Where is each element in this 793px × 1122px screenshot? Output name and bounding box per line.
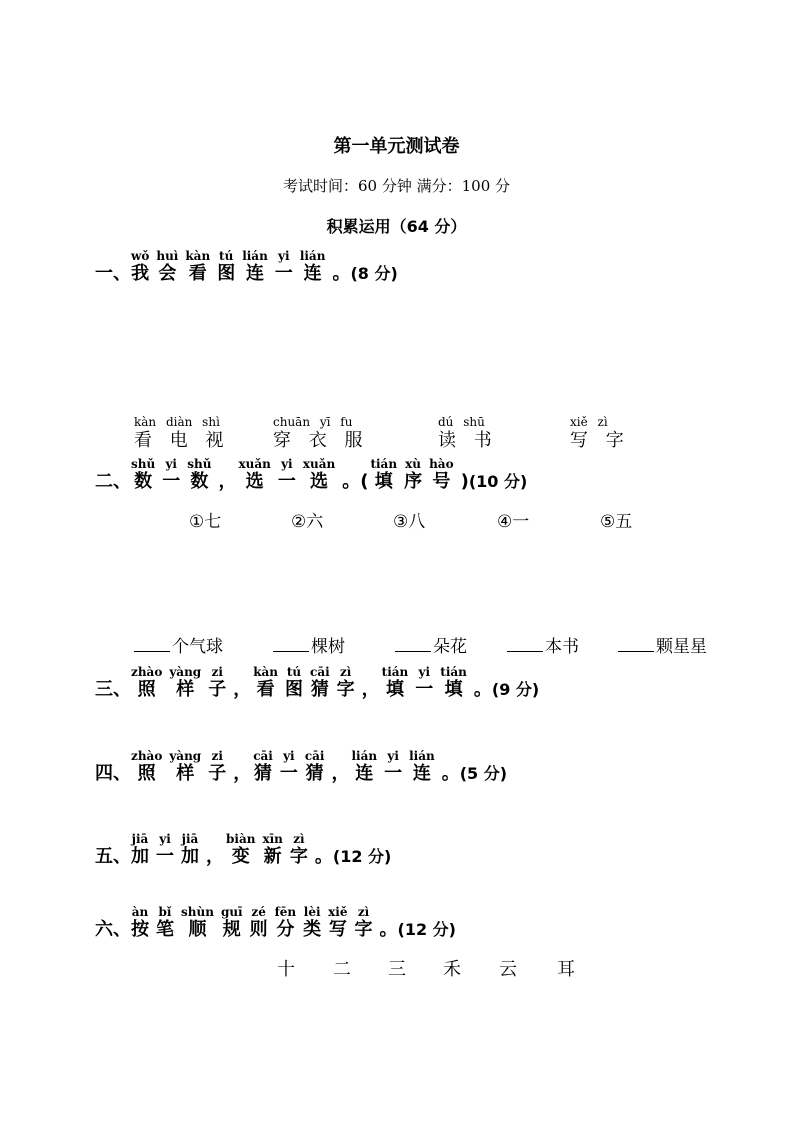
ruby-char xyxy=(218,458,236,493)
stroke-characters xyxy=(0,955,793,981)
hanzi: 填 xyxy=(374,471,393,492)
stroke-char: 十 xyxy=(277,959,295,980)
pinyin: xù xyxy=(405,457,421,471)
hanzi: 按 xyxy=(131,919,149,940)
pinyin: cāi xyxy=(310,665,330,679)
hanzi: 图 xyxy=(285,679,304,700)
hanzi: 数 xyxy=(134,471,153,492)
picture-word xyxy=(273,415,368,453)
ruby-char xyxy=(221,906,243,941)
ruby-char xyxy=(181,906,214,941)
pinyin: zhào xyxy=(131,749,163,763)
pinyin: lèi xyxy=(303,905,321,919)
ruby-char xyxy=(131,250,149,285)
score-label: (9 分) xyxy=(491,680,540,699)
ruby-char xyxy=(242,250,268,285)
punctuation: 。 xyxy=(332,263,351,284)
ruby-char xyxy=(278,458,296,493)
question-2-heading xyxy=(95,458,527,493)
pinyin: yi xyxy=(387,749,399,763)
pinyin xyxy=(369,666,373,679)
fill-blank-item xyxy=(273,632,345,657)
ruby-char xyxy=(156,250,178,285)
word-pinyin: dú shū xyxy=(438,415,485,429)
hanzi: 字 xyxy=(336,679,355,700)
pinyin: jiā xyxy=(131,832,149,846)
number-option: ②六 xyxy=(291,512,324,532)
pinyin: kàn xyxy=(253,665,279,679)
pinyin: bǐ xyxy=(158,905,172,919)
ruby-char xyxy=(131,458,155,493)
stroke-char: 云 xyxy=(499,959,517,980)
stroke-char: 禾 xyxy=(443,959,461,980)
hanzi: 子 xyxy=(208,679,227,700)
ruby-char xyxy=(253,750,273,785)
measure-word: 朵花 xyxy=(433,637,467,657)
fill-blank-item xyxy=(507,632,579,657)
pinyin: xuǎn xyxy=(302,457,336,471)
ruby-char xyxy=(181,833,199,868)
blank-line xyxy=(395,637,431,652)
stroke-char: 耳 xyxy=(557,959,575,980)
hanzi: 猜 xyxy=(305,763,324,784)
pinyin: lián xyxy=(409,749,435,763)
hanzi: 连 xyxy=(355,763,374,784)
hanzi: 分 xyxy=(276,919,295,940)
ruby-char xyxy=(156,906,174,941)
number-option: ④一 xyxy=(497,512,530,532)
hanzi: 字 xyxy=(354,919,373,940)
word-hanzi: 穿 衣 服 xyxy=(273,430,369,451)
page-title: 第一单元测试卷 xyxy=(333,136,460,157)
pinyin: yi xyxy=(278,249,290,263)
hanzi: 会 xyxy=(158,263,177,284)
pinyin: hào xyxy=(429,457,454,471)
measure-word: 颗星星 xyxy=(656,637,707,657)
hanzi: 照 xyxy=(137,679,156,700)
ruby-char xyxy=(337,666,355,701)
hanzi: 一 xyxy=(277,471,296,492)
pinyin xyxy=(213,833,217,846)
fill-blanks xyxy=(0,632,793,656)
fill-blank-item xyxy=(618,632,707,657)
ruby-char xyxy=(305,750,325,785)
hanzi: 看 xyxy=(188,263,207,284)
hanzi: ， xyxy=(233,679,252,700)
ruby-char xyxy=(275,250,293,285)
ruby-char xyxy=(275,906,297,941)
ruby-char xyxy=(131,906,149,941)
ruby-char xyxy=(226,833,255,868)
hanzi: 写 xyxy=(328,919,347,940)
measure-word: 棵树 xyxy=(311,637,345,657)
pinyin: lián xyxy=(299,249,326,263)
ruby-char xyxy=(253,666,278,701)
hanzi: 笔 xyxy=(156,919,174,940)
pinyin: cāi xyxy=(253,749,273,763)
ruby-char xyxy=(382,666,409,701)
pinyin: zì xyxy=(339,665,352,679)
pinyin: yi xyxy=(165,457,177,471)
pinyin: zé xyxy=(251,905,266,919)
hanzi: 一 xyxy=(384,763,403,784)
stroke-char: 三 xyxy=(388,959,406,980)
score-label: (12 分) xyxy=(397,920,456,939)
pinyin: tián xyxy=(440,665,467,679)
number-options xyxy=(0,507,793,531)
ruby-char xyxy=(233,750,251,785)
hanzi: 我 xyxy=(131,263,150,284)
ruby-char xyxy=(342,458,368,493)
pinyin: lián xyxy=(351,749,378,763)
ruby-char xyxy=(310,666,330,701)
pinyin xyxy=(338,750,342,763)
pinyin: jiā xyxy=(181,832,199,846)
ruby-char xyxy=(362,666,380,701)
hanzi: 选 xyxy=(245,471,264,492)
hanzi: 规 xyxy=(222,919,241,940)
ruby-char xyxy=(131,750,162,785)
punctuation: 。 xyxy=(379,919,398,940)
ruby-char xyxy=(384,750,402,785)
ruby-char xyxy=(328,906,347,941)
punctuation: 。 xyxy=(473,679,492,700)
number-option: ③八 xyxy=(393,512,426,532)
pinyin: xīn xyxy=(262,832,283,846)
question-number: 四、 xyxy=(95,763,131,784)
section-heading: 积累运用（64 分） xyxy=(326,217,467,236)
ruby-char xyxy=(217,250,235,285)
pinyin: yàng xyxy=(169,665,202,679)
hanzi: 一 xyxy=(274,263,293,284)
ruby-char xyxy=(303,906,321,941)
ruby-char xyxy=(187,458,211,493)
measure-word: 个气球 xyxy=(172,637,223,657)
hanzi: 一 xyxy=(279,763,298,784)
pinyin: tú xyxy=(286,665,302,679)
ruby-char xyxy=(131,833,149,868)
hanzi: 序 xyxy=(404,471,423,492)
hanzi: ， xyxy=(218,471,237,492)
pinyin: yi xyxy=(283,749,295,763)
pinyin: biàn xyxy=(226,832,256,846)
pinyin: zi xyxy=(211,665,223,679)
hanzi: 子 xyxy=(208,763,227,784)
blank-line xyxy=(507,637,543,652)
word-pinyin: kàn diàn shì xyxy=(134,415,220,429)
question-6-heading xyxy=(95,906,456,941)
ruby-char xyxy=(238,458,270,493)
word-hanzi: 写 字 xyxy=(570,430,630,451)
hanzi: 变 xyxy=(231,846,250,867)
pinyin: zi xyxy=(211,749,223,763)
hanzi: 顺 xyxy=(188,919,207,940)
blank-line xyxy=(618,637,654,652)
hanzi: 连 xyxy=(246,263,264,284)
blank-line xyxy=(273,637,309,652)
ruby-char xyxy=(208,750,226,785)
picture-word xyxy=(438,415,498,453)
question-number: 三、 xyxy=(95,679,131,700)
hanzi: 填 xyxy=(385,679,404,700)
pinyin: àn xyxy=(131,905,149,919)
hanzi: 新 xyxy=(263,846,282,867)
score-label: (5 分) xyxy=(459,764,508,783)
hanzi: 字 xyxy=(289,846,308,867)
punctuation: ) xyxy=(460,471,469,492)
ruby-char xyxy=(262,833,282,868)
pinyin xyxy=(240,666,244,679)
hanzi: 猜 xyxy=(254,763,273,784)
ruby-char xyxy=(162,458,180,493)
hanzi: 数 xyxy=(190,471,209,492)
picture-word xyxy=(570,415,630,453)
ruby-char xyxy=(285,666,303,701)
question-3-heading xyxy=(95,666,539,701)
punctuation: 。 xyxy=(314,846,333,867)
hanzi: 加 xyxy=(181,846,199,867)
number-option: ①七 xyxy=(189,512,222,532)
ruby-char xyxy=(206,833,224,868)
ruby-char xyxy=(370,458,397,493)
pinyin: kàn xyxy=(185,249,211,263)
fill-blank-item xyxy=(134,632,223,657)
hanzi: 号 xyxy=(432,471,451,492)
ruby-char xyxy=(290,833,308,868)
hanzi: ， xyxy=(206,846,224,867)
pinyin: shùn xyxy=(181,905,214,919)
pinyin: cāi xyxy=(304,749,325,763)
ruby-char xyxy=(351,750,377,785)
hanzi: 选 xyxy=(310,471,329,492)
hanzi: 样 xyxy=(176,679,195,700)
pinyin: tián xyxy=(381,665,409,679)
pinyin: guī xyxy=(220,905,243,919)
ruby-char xyxy=(429,458,454,493)
ruby-char xyxy=(303,458,335,493)
score-label: (12 分) xyxy=(332,847,392,866)
hanzi: ， xyxy=(331,763,350,784)
score-label: (10 分) xyxy=(468,472,528,491)
word-pinyin: chuān yī fu xyxy=(273,415,353,429)
ruby-char xyxy=(404,458,422,493)
measure-word: 本书 xyxy=(545,637,579,657)
stroke-char: 二 xyxy=(333,959,351,980)
pinyin xyxy=(353,458,357,471)
word-pinyin: xiě zì xyxy=(570,415,608,429)
pinyin: zì xyxy=(357,905,370,919)
fill-blank-item xyxy=(395,632,467,657)
hanzi: 一 xyxy=(415,679,434,700)
hanzi: 。( xyxy=(342,471,369,492)
number-option: ⑤五 xyxy=(600,512,633,532)
pinyin: yi xyxy=(281,457,293,471)
punctuation: 。 xyxy=(441,763,460,784)
pinyin: xuǎn xyxy=(238,457,271,471)
hanzi: 加 xyxy=(131,846,149,867)
ruby-char xyxy=(331,750,349,785)
question-number: 六、 xyxy=(95,919,131,940)
hanzi: 则 xyxy=(249,919,268,940)
ruby-char xyxy=(156,833,174,868)
blank-line xyxy=(134,637,170,652)
hanzi: 类 xyxy=(303,919,322,940)
pinyin: wǒ xyxy=(131,249,150,263)
picture-word xyxy=(134,415,229,453)
picture-word-list xyxy=(0,415,793,455)
hanzi: 填 xyxy=(444,679,463,700)
pinyin: tú xyxy=(219,249,234,263)
pinyin xyxy=(240,750,244,763)
pinyin: huì xyxy=(156,249,179,263)
word-hanzi: 读 书 xyxy=(438,430,498,451)
hanzi: 一 xyxy=(162,471,181,492)
ruby-char xyxy=(185,250,210,285)
score-label: (8 分) xyxy=(350,264,398,283)
question-1-heading xyxy=(95,250,398,285)
hanzi: ， xyxy=(233,763,252,784)
hanzi: 连 xyxy=(303,263,322,284)
pinyin: zhào xyxy=(131,665,163,679)
hanzi: ， xyxy=(361,679,380,700)
pinyin: xiě xyxy=(328,905,348,919)
ruby-char xyxy=(355,906,373,941)
question-5-heading xyxy=(95,833,391,868)
ruby-char xyxy=(300,250,326,285)
question-number: 五、 xyxy=(95,846,131,867)
word-hanzi: 看 电 视 xyxy=(134,430,230,451)
pinyin: lián xyxy=(242,249,268,263)
hanzi: 猜 xyxy=(310,679,329,700)
question-number: 二、 xyxy=(95,471,131,492)
hanzi: 连 xyxy=(412,763,431,784)
ruby-char xyxy=(169,666,201,701)
ruby-char xyxy=(415,666,433,701)
pinyin xyxy=(225,458,229,471)
pinyin: yi xyxy=(418,665,431,679)
pinyin: tián xyxy=(370,457,398,471)
question-4-heading xyxy=(95,750,507,785)
ruby-char xyxy=(280,750,298,785)
question-number: 一、 xyxy=(95,263,131,284)
pinyin: fēn xyxy=(274,905,297,919)
hanzi: 图 xyxy=(217,263,236,284)
hanzi: 看 xyxy=(256,679,275,700)
pinyin: yàng xyxy=(169,749,202,763)
pinyin: yi xyxy=(159,832,171,846)
ruby-char xyxy=(250,906,268,941)
exam-info: 考试时间：60 分钟 满分：100 分 xyxy=(282,177,511,195)
ruby-char xyxy=(409,750,435,785)
pinyin: shǔ xyxy=(187,457,212,471)
pinyin: shǔ xyxy=(131,457,156,471)
ruby-char xyxy=(208,666,226,701)
hanzi: 一 xyxy=(156,846,174,867)
ruby-char xyxy=(440,666,467,701)
hanzi: 照 xyxy=(137,763,156,784)
hanzi: 样 xyxy=(176,763,195,784)
pinyin: zì xyxy=(293,832,305,846)
ruby-char xyxy=(233,666,251,701)
ruby-char xyxy=(169,750,201,785)
ruby-char xyxy=(131,666,162,701)
